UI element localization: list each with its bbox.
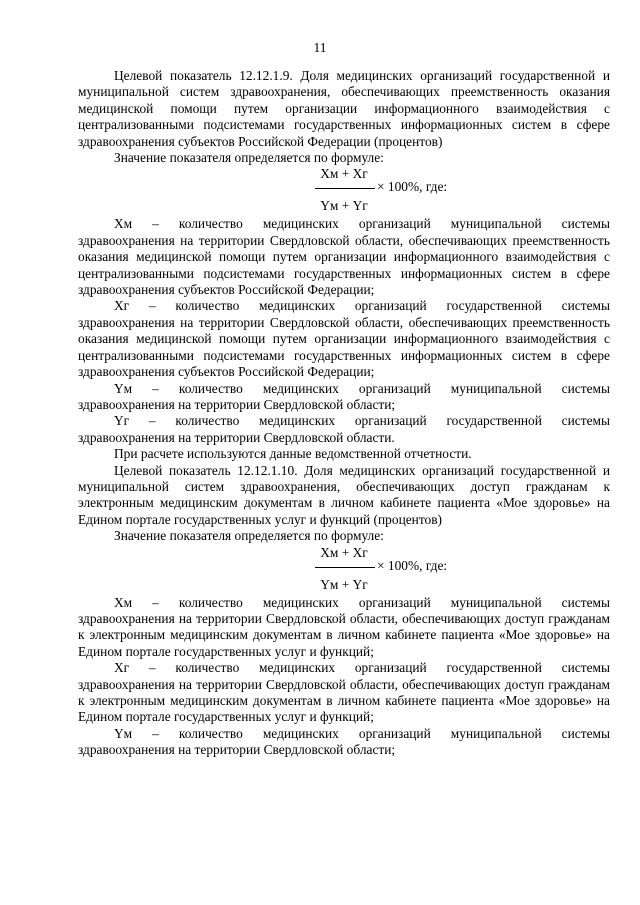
paragraph: Yг – количество медицинских организаций государственной системы здравоохранения на территории Свердловской области. xyxy=(78,413,610,445)
fraction-bar xyxy=(315,188,375,189)
formula xyxy=(78,545,610,595)
formula-numerator: Xм + Xг xyxy=(320,166,368,182)
paragraph: Xм – количество медицинских организаций муниципальной системы здравоохранения на территории Свердловской области, обеспечивающих доступ гражданам к электронным медицинским документам в личном кабинете пациента «Мое здоровье» на Едином портале государственных услуг и функций; xyxy=(78,594,610,659)
formula-denominator: Yм + Yг xyxy=(320,576,368,592)
paragraph: Значение показателя определяется по формуле: xyxy=(114,528,384,544)
paragraph: Yм – количество медицинских организаций муниципальной системы здравоохранения на территории Свердловской области; xyxy=(78,725,610,758)
formula-denominator: Yм + Yг xyxy=(320,198,368,214)
page-number: 11 xyxy=(313,40,327,55)
formula-suffix: × 100%, где: xyxy=(377,557,448,573)
paragraph: Xм – количество медицинских организаций муниципальной системы здравоохранения на территории Свердловской области, обеспечивающих преемственность оказания медицинской помощи путем организации информационного взаимодействия с централизованными подсистемами государственных информационных систем в сфере здравоохранения субъектов Российской Федерации; xyxy=(78,216,610,298)
document-body xyxy=(78,68,610,759)
formula-numerator: Xм + Xг xyxy=(320,544,368,560)
formula xyxy=(78,166,610,216)
paragraph: Целевой показатель 12.12.1.9. Доля медицинских организаций государственной и муниципальной систем здравоохранения, обеспечивающих преемственность оказания медицинской помощи путем организации информационного взаимодействия с централизованными подсистемами государственных информационных систем в сфере здравоохранения субъектов Российской Федерации (процентов) xyxy=(78,68,610,149)
paragraph: При расчете используются данные ведомственной отчетности. xyxy=(114,446,472,462)
paragraph: Yм – количество медицинских организаций муниципальной системы здравоохранения на территории Свердловской области; xyxy=(78,380,610,412)
paragraph: Значение показателя определяется по формуле: xyxy=(114,150,384,166)
paragraph: Xг – количество медицинских организаций государственной системы здравоохранения на территории Свердловской области, обеспечивающих преемственность оказания медицинской помощи путем организации информационного взаимодействия с централизованными подсистемами государственных информационных систем в сфере здравоохранения субъектов Российской Федерации; xyxy=(78,298,610,380)
fraction-bar xyxy=(315,567,375,568)
paragraph: Целевой показатель 12.12.1.10. Доля медицинских организаций государственной и муниципальной систем здравоохранения, обеспечивающих доступ гражданам к электронным медицинским документам в личном кабинете пациента «Мое здоровье» на Едином портале государственных услуг и функций (процентов) xyxy=(78,462,610,527)
paragraph: Xг – количество медицинских организаций государственной системы здравоохранения на территории Свердловской области, обеспечивающих доступ гражданам к электронным медицинским документам в личном кабинете пациента «Мое здоровье» на Едином портале государственных услуг и функций; xyxy=(78,660,610,725)
formula-suffix: × 100%, где: xyxy=(377,179,448,195)
